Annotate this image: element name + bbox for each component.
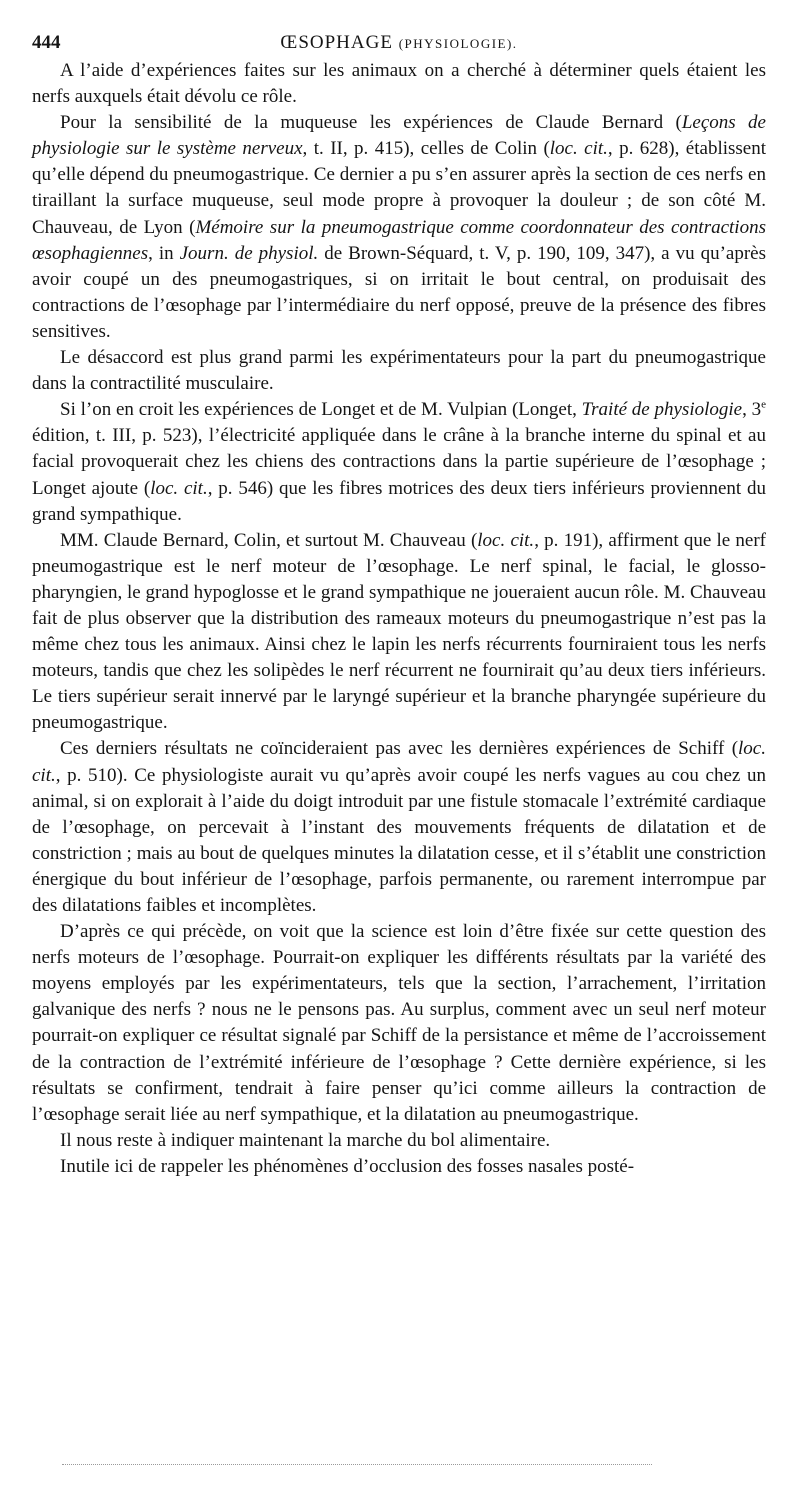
text-run: A l’aide d’expériences faites sur les animaux on a cherché à déterminer quels étaient les nerfs auxquels était dévolu ce rôle. <box>32 60 766 108</box>
book-page <box>32 24 766 1180</box>
italic-text: Mémoire sur la pneumogastrique comme coordonnateur des contractions œsophagiennes <box>32 216 766 264</box>
paragraph <box>32 528 766 737</box>
running-title-main: ŒSOPHAGE <box>280 32 393 53</box>
italic-text: loc. cit. <box>549 138 608 160</box>
italic-text: loc. cit. <box>32 738 766 786</box>
text-run: , 3 <box>742 399 762 421</box>
running-title-sub: (PHYSIOLOGIE). <box>398 36 518 51</box>
text-run: MM. Claude Bernard, Colin, et surtout M. Chauveau ( <box>60 529 478 551</box>
footer-dotted-rule <box>62 1464 652 1465</box>
text-run: , p. 628), établissent qu’elle dépend du pneumogastrique. Ce dernier a pu s’en assurer après la section de ces nerfs en tiraillant la surface muqueuse, seul mode propre à provoquer la douleur ; de son côté M. Chauveau, de Lyon ( <box>32 138 767 238</box>
italic-text: loc. cit. <box>150 477 208 499</box>
running-header <box>32 24 766 58</box>
text-run: D’après ce qui précède, on voit que la science est loin d’être fixée sur cette question des nerfs moteurs de l’œsophage. Pourrait-on expliquer les différents résultats par la variété des moyens employés par les expérimentateurs, tels que la section, l’arrachement, l’irritation galvanique des nerfs ? nous ne le pensons pas. Au surplus, comment avec un seul nerf moteur pourrait-on expliquer ce résultat signalé par Schiff de la persistance et même de l’accroissement de la contraction de l’extrémité inférieure de l’œsophage ? Cette dernière expérience, si les résultats se confirment, tendrait à faire penser qu’ici comme ailleurs la contraction de l’œsophage serait liée au nerf sympathique, et la dilatation au pneumogastrique. <box>32 921 766 1125</box>
paragraph <box>32 1154 766 1180</box>
running-title <box>32 30 766 57</box>
text-run: Il nous reste à indiquer maintenant la marche du bol alimentaire. <box>60 1129 551 1151</box>
text-run: Le désaccord est plus grand parmi les expérimentateurs pour la part du pneumogastrique dans la contractilité musculaire. <box>32 347 766 395</box>
superscript-text: e <box>761 398 767 411</box>
paragraph <box>32 1128 766 1154</box>
italic-text: loc. cit. <box>477 529 535 551</box>
page-number: 444 <box>32 32 61 53</box>
text-run: Ces derniers résultats ne coïncideraient pas avec les dernières expériences de Schiff ( <box>60 738 739 760</box>
body-text <box>32 58 766 1180</box>
text-run: , p. 510). Ce physiologiste aurait vu qu’après avoir coupé les nerfs vagues au cou chez un animal, si on explorait à l’aide du doigt introduit par une fistule stomacale l’extrémité cardiaque de l’œsophage, on percevait à l’instant des mouvements fréquents de dilatation et de constriction ; mais au bout de quelques minutes la dilatation cesse, et il s’établit une constriction énergique du bout inférieur de l’œsophage, parfois permanente, ou rarement interrompue par des dilatations faibles et incomplètes. <box>32 764 766 916</box>
text-run: édition, t. III, p. 523), l’électricité appliquée dans le crâne à la branche interne du spinal et au facial provoquerait chez les chiens des contractions dans la partie supérieure de l’œsophage ; Longet ajoute ( <box>32 425 766 499</box>
text-run: Si l’on en croit les expériences de Longet et de M. Vulpian (Longet, <box>60 399 582 421</box>
text-run: Inutile ici de rappeler les phénomènes d’occlusion des fosses nasales posté- <box>60 1155 635 1177</box>
italic-text: Traité de physiologie <box>581 399 743 421</box>
text-run: Pour la sensibilité de la muqueuse les expériences de Claude Bernard ( <box>60 112 682 134</box>
text-run: , in <box>148 242 180 264</box>
paragraph <box>32 919 766 1128</box>
italic-text: Leçons de physiologie sur le système nerveux <box>32 112 766 160</box>
italic-text: Journ. de physiol. <box>179 242 319 264</box>
text-run: , t. II, p. 415), celles de Colin ( <box>302 138 550 160</box>
paragraph <box>32 736 766 919</box>
text-run: , p. 546) que les fibres motrices des deux tiers inférieurs proviennent du grand sympathique. <box>32 477 767 525</box>
text-run: de Brown-Séquard, t. V, p. 190, 109, 347), a vu qu’après avoir coupé un des pneumogastriques, si on irritait le bout central, on produisait des contractions de l’œsophage par l’intermédiaire du nerf opposé, preuve de la présence des fibres sensitives. <box>32 242 766 342</box>
paragraph <box>32 110 766 345</box>
text-run: , p. 191), affirment que le nerf pneumogastrique est le nerf moteur de l’œsophage. Le nerf spinal, le facial, le glosso-pharyngien, le grand hypoglosse et le grand sympathique ne joueraient aucun rôle. M. Chauveau fait de plus observer que la distribution des rameaux moteurs du pneumogastrique n’est pas la même chez tous les animaux. Ainsi chez le lapin les nerfs récurrents fourniraient tous les nerfs moteurs, tandis que chez les solipèdes le nerf récurrent ne fournirait qu’au deux tiers inférieurs. Le tiers supérieur serait innervé par le laryngé supérieur et la branche pharyngée supérieure du pneumogastrique. <box>32 529 767 734</box>
paragraph <box>32 58 766 110</box>
paragraph <box>32 397 766 527</box>
paragraph <box>32 345 766 397</box>
